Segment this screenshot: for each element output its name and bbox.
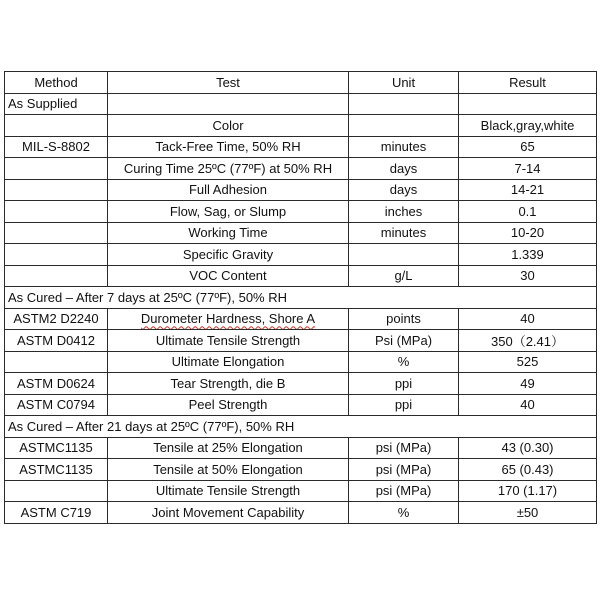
- test-cell: Working Time: [108, 222, 349, 244]
- unit-cell: psi (MPa): [349, 480, 459, 502]
- table-row: [5, 480, 597, 502]
- result-cell: ±50: [459, 502, 597, 524]
- table-row: [5, 373, 597, 395]
- unit-cell: inches: [349, 201, 459, 223]
- empty-cell: [349, 93, 459, 115]
- method-cell: ASTM D0624: [5, 373, 108, 395]
- table-row: [5, 351, 597, 373]
- properties-table: [4, 71, 597, 524]
- empty-cell: [459, 93, 597, 115]
- unit-cell: Psi (MPa): [349, 330, 459, 352]
- unit-cell: [349, 244, 459, 266]
- unit-cell: points: [349, 308, 459, 330]
- test-cell: Specific Gravity: [108, 244, 349, 266]
- section-label: As Cured – After 21 days at 25ºC (77ºF), 50% RH: [5, 416, 597, 438]
- header-row: [5, 72, 597, 94]
- test-cell: Color: [108, 115, 349, 137]
- result-cell: 30: [459, 265, 597, 287]
- section-cured-7-days: [5, 287, 597, 309]
- test-cell: Tack-Free Time, 50% RH: [108, 136, 349, 158]
- result-cell: 170 (1.17): [459, 480, 597, 502]
- result-cell: 43 (0.30): [459, 437, 597, 459]
- test-cell: Peel Strength: [108, 394, 349, 416]
- unit-cell: %: [349, 502, 459, 524]
- table-row: [5, 394, 597, 416]
- test-cell: Flow, Sag, or Slump: [108, 201, 349, 223]
- method-cell: [5, 201, 108, 223]
- unit-cell: ppi: [349, 394, 459, 416]
- result-cell: 49: [459, 373, 597, 395]
- section-label: As Cured – After 7 days at 25ºC (77ºF), 50% RH: [5, 287, 597, 309]
- method-cell: [5, 158, 108, 180]
- table-row: [5, 179, 597, 201]
- unit-cell: psi (MPa): [349, 437, 459, 459]
- method-cell: [5, 244, 108, 266]
- test-cell: Ultimate Tensile Strength: [108, 330, 349, 352]
- test-text: Durometer Hardness, Shore A: [140, 311, 316, 327]
- unit-cell: days: [349, 158, 459, 180]
- table-row: [5, 265, 597, 287]
- header-unit: Unit: [349, 72, 459, 94]
- section-cured-21-days: [5, 416, 597, 438]
- result-cell: 7-14: [459, 158, 597, 180]
- method-cell: ASTMC1135: [5, 459, 108, 481]
- method-cell: ASTM2 D2240: [5, 308, 108, 330]
- unit-cell: g/L: [349, 265, 459, 287]
- table-row: [5, 502, 597, 524]
- unit-cell: days: [349, 179, 459, 201]
- result-cell: 14-21: [459, 179, 597, 201]
- empty-cell: [108, 93, 349, 115]
- section-as-supplied: [5, 93, 597, 115]
- method-cell: [5, 351, 108, 373]
- header-result: Result: [459, 72, 597, 94]
- method-cell: ASTM C719: [5, 502, 108, 524]
- header-test: Test: [108, 72, 349, 94]
- table-row: [5, 437, 597, 459]
- test-cell: Full Adhesion: [108, 179, 349, 201]
- test-cell: Tensile at 25% Elongation: [108, 437, 349, 459]
- test-cell: Curing Time 25ºC (77ºF) at 50% RH: [108, 158, 349, 180]
- test-cell: Tear Strength, die B: [108, 373, 349, 395]
- test-cell: Ultimate Tensile Strength: [108, 480, 349, 502]
- test-cell: [108, 308, 349, 330]
- result-cell: Black,gray,white: [459, 115, 597, 137]
- test-cell: Joint Movement Capability: [108, 502, 349, 524]
- table-row: [5, 115, 597, 137]
- table-row: [5, 136, 597, 158]
- unit-cell: %: [349, 351, 459, 373]
- method-cell: MIL-S-8802: [5, 136, 108, 158]
- header-method: Method: [5, 72, 108, 94]
- result-cell: 65 (0.43): [459, 459, 597, 481]
- test-cell: VOC Content: [108, 265, 349, 287]
- table-row: [5, 330, 597, 352]
- unit-cell: [349, 115, 459, 137]
- unit-cell: psi (MPa): [349, 459, 459, 481]
- method-cell: [5, 480, 108, 502]
- test-cell: Ultimate Elongation: [108, 351, 349, 373]
- table-row: [5, 158, 597, 180]
- result-cell: 1.339: [459, 244, 597, 266]
- method-cell: [5, 115, 108, 137]
- table-row: [5, 308, 597, 330]
- method-cell: ASTMC1135: [5, 437, 108, 459]
- method-cell: [5, 265, 108, 287]
- result-cell: 65: [459, 136, 597, 158]
- result-cell: 350（2.41）: [459, 330, 597, 352]
- result-cell: 0.1: [459, 201, 597, 223]
- result-cell: 40: [459, 394, 597, 416]
- method-cell: [5, 179, 108, 201]
- unit-cell: minutes: [349, 222, 459, 244]
- result-cell: 40: [459, 308, 597, 330]
- section-label: As Supplied: [5, 93, 108, 115]
- table-row: [5, 459, 597, 481]
- table-row: [5, 201, 597, 223]
- table-row: [5, 222, 597, 244]
- unit-cell: minutes: [349, 136, 459, 158]
- method-cell: [5, 222, 108, 244]
- test-cell: Tensile at 50% Elongation: [108, 459, 349, 481]
- method-cell: ASTM D0412: [5, 330, 108, 352]
- unit-cell: ppi: [349, 373, 459, 395]
- result-cell: 10-20: [459, 222, 597, 244]
- table-row: [5, 244, 597, 266]
- method-cell: ASTM C0794: [5, 394, 108, 416]
- result-cell: 525: [459, 351, 597, 373]
